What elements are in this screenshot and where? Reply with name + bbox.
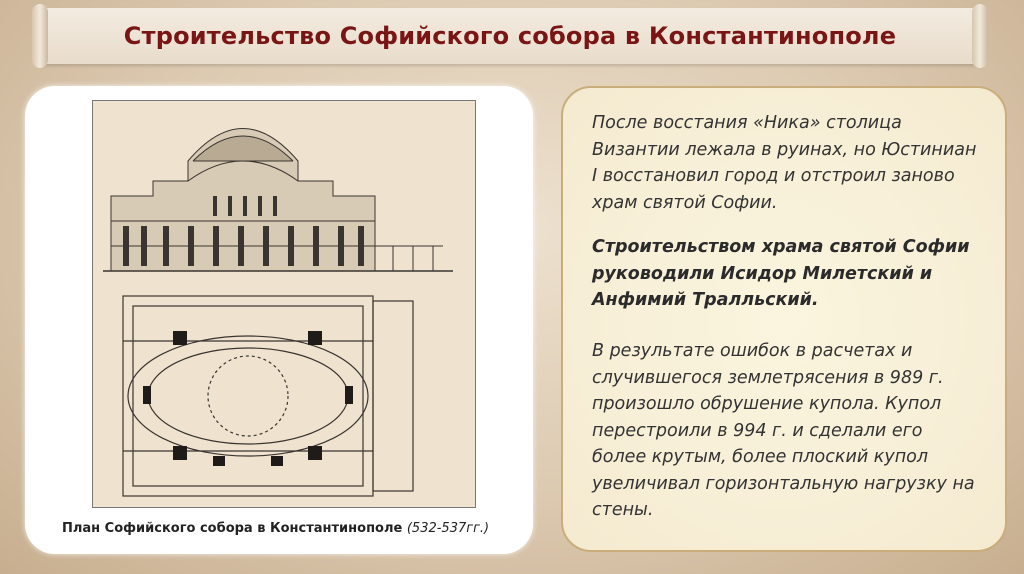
caption-text: План Софийского собора в Константинополе: [62, 521, 403, 536]
paragraph-intro: После восстания «Ника» столица Византии лежала в руинах, но Юстиниан I восстановил город и отстроил заново храм святой Софии.: [592, 113, 977, 213]
caption-dates: (532-537гг.): [406, 521, 490, 536]
paragraph-dome-collapse: В результате ошибок в расчетах и случившегося землетрясения в 989 г. произошло обрушение купола. Купол перестроили в 994 г. и сделали его более крутым, более плоский купол увеличивал горизонтальную нагрузку на стены.: [592, 341, 975, 520]
cathedral-drawing-icon: [93, 101, 475, 507]
page-title: Строительство Софийского собора в Константинополе: [123, 22, 897, 50]
cathedral-plan-drawing: [92, 100, 476, 508]
title-banner: [40, 8, 980, 64]
image-caption: [62, 521, 489, 536]
paragraph-architects: Строительством храма святой Софии руководили Исидор Милетский и Анфимий Тралльский.: [592, 237, 970, 310]
